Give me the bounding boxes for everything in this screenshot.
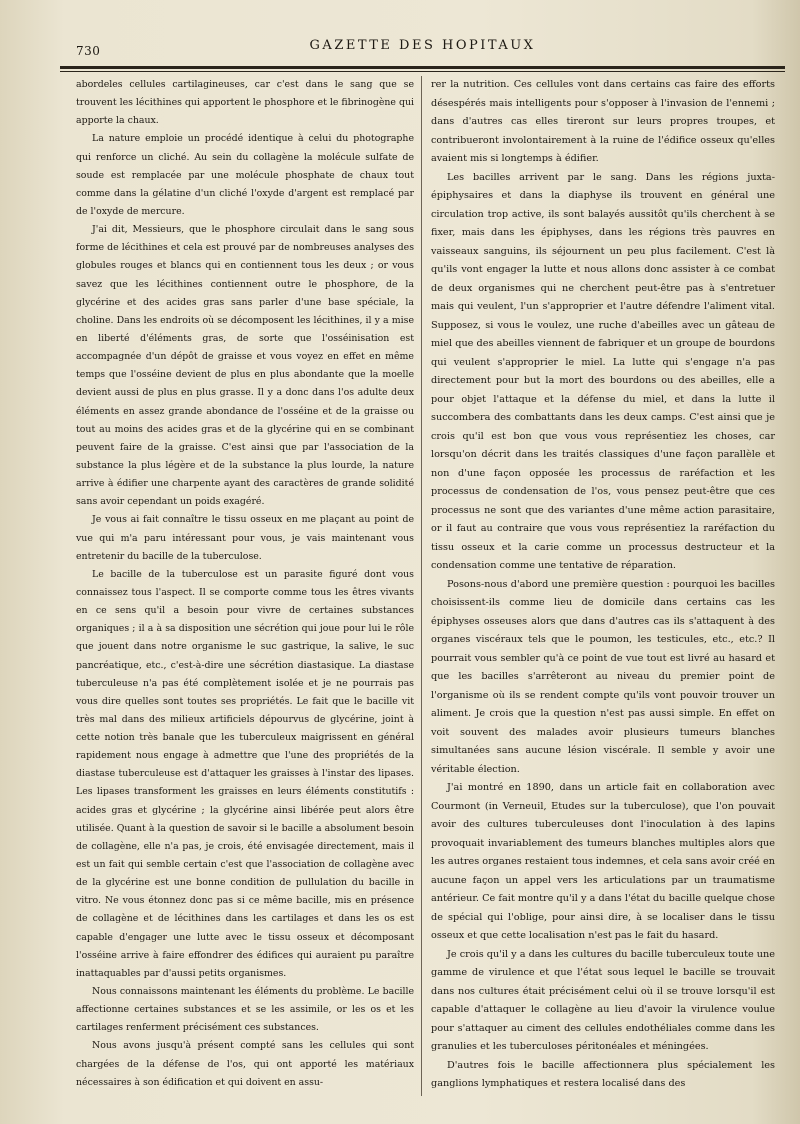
paragraph: Je crois qu'il y a dans les cultures du bacille tuberculeux toute une gamme de virulence et que l'état sous lequel le bacille se trouvait dans nos cultures était précisément celui où il se trouve lorsqu'il est capable d'attaquer le collagène au lieu d'avoir la virulence voulue pour s'attaquer au ciment des cellules endothéliales comme dans les granulies et les tuberculoses péritonéales et méningées. xyxy=(431,948,775,1052)
paragraph: Nous connaissons maintenant les éléments du problème. Le bacille affectionne certaines substances et se les assimile, or les os et les cartilages renferment précisément ces substances. xyxy=(76,986,414,1034)
paragraph: abordeles cellules cartilagineuses, car c'est dans le sang que se trouvent les lécithines qui apportent le phosphore et le fibrinogène qui apporte la chaux. xyxy=(76,79,414,127)
paragraph: Les bacilles arrivent par le sang. Dans les régions juxta-épiphysaires et dans la diaphyse ils trouvent en général une circulation trop active, ils sont balayés aussitôt qu'ils cherchent à se fixer, mais dans les épiphyses, dans les régions très pauvres en vaisseaux sanguins, ils séjournent un peu plus facilement. C'est là qu'ils vont engager la lutte et nous allons donc assister à ce combat de deux organismes qui ne cherchent peut-être pas à s'entretuer mais qui veulent, l'un s'approprier et l'autre défendre l'aliment vital. Supposez, si vous le voulez, une ruche d'abeilles avec un gâteau de miel que des abeilles viennent de fabriquer et un groupe de bourdons qui veulent s'approprier le miel. La lutte qui s'engage n'a pas directement pour but la mort des bourdons ou des abeilles, elle a pour objet l'attaque et la défense du miel, et dans la lutte il succombera des combattants dans les deux camps. C'est ainsi que je crois qu'il est bon que vous vous représentiez les choses, car lorsqu'on décrit dans les traités classiques d'une façon parallèle et non d'une façon opposée les processus de raréfaction et les processus de condensation de l'os, vous pensez peut-être que ces processus ne sont que des variantes d'une même action parasitaire, or il faut au contraire que vous vous représentiez la raréfaction du tissu osseux et la carie comme un processus destructeur et la condensation comme une tentative de réparation. xyxy=(431,171,775,571)
paragraph: rer la nutrition. Ces cellules vont dans certains cas faire des efforts désespérés mais intelligents pour s'opposer à l'invasion de l'ennemi ; dans d'autres cas elles tireront sur leurs propres troupes, et contribueront involontairement à la ruine de l'édifice osseux qu'elles avaient mis si longtemps à édifier. xyxy=(431,79,775,164)
column-divider xyxy=(421,76,422,1096)
journal-title: GAZETTE DES HOPITAUX xyxy=(309,38,536,53)
paragraph: Je vous ai fait connaître le tissu osseux en me plaçant au point de vue qui m'a paru intéressant pour vous, je vais maintenant vous entretenir du bacille de la tuberculose. xyxy=(76,514,414,562)
paragraph: Le bacille de la tuberculose est un parasite figuré dont vous connaissez tous l'aspect. Il se comporte comme tous les êtres vivants en ce sens qu'il a besoin pour vivre de certaines substances organiques ; il a à sa disposition une sécrétion qui joue pour lui le rôle que jouent dans notre organisme le suc gastrique, la salive, le suc pancréatique, etc., c'est-à-dire une sécrétion diastasique. La diastase tuberculeuse n'a pas été complètement isolée et je ne pourrais pas vous dire quelles sont toutes ses propriétés. Le fait que le bacille vit très mal dans des milieux artificiels dépourvus de glycérine, joint à cette notion très banale que les tuberculeux maigrissent en général rapidement nous engage à admettre que l'une des propriétés de la diastase tuberculeuse est d'attaquer les graisses à l'instar des lipases. Les lipases transforment les graisses en leurs éléments constitutifs : acides gras et glycérine ; la glycérine ainsi libérée peut alors être utilisée. Quant à la question de savoir si le bacille a absolument besoin de collagène, elle n'a pas, je crois, été envisagée directement, mais il est un fait qui semble certain c'est que l'association de collagène avec de la glycérine est une bonne condition de pullulation du bacille in vitro. Ne vous étonnez donc pas si ce même bacille, mis en présence de collagène et de lécithines dans les cartilages et dans les os est capable d'engager une lutte avec le tissu osseux et décomposant l'osséine arrive à faire effondrer des édifices qui auraient pu paraître inattaquables par d'aussi petits organismes. xyxy=(76,568,414,979)
paragraph: Posons-nous d'abord une première question : pourquoi les bacilles choisissent-ils comme lieu de domicile dans certains cas les épiphyses osseuses alors que dans d'autres cas ils s'attaquent à des organes viscéraux tels que le poumon, les testicules, etc., etc.? Il pourrait vous sembler qu'à ce point de vue tout est livré au hasard et que les bacilles s'arrêteront au niveau du premier point de l'organisme où ils se rendent compte qu'ils vont pouvoir trouver un aliment. Je crois que la question n'est pas aussi simple. En effet on voit souvent des malades avoir plusieurs tumeurs blanches simultanées sans aucune lésion viscérale. Il semble y avoir une véritable élection. xyxy=(431,578,775,775)
paragraph: J'ai montré en 1890, dans un article fait en collaboration avec Courmont (in Verneuil, Etudes sur la tuberculose), que l'on pouvait avoir des cultures tuberculeuses dont l'inoculation à des lapins provoquait invariablement des tumeurs blanches multiples alors que les autres organes restaient tous indemnes, et cela sans avoir créé en aucune façon un appel vers les articulations par un traumatisme antérieur. Ce fait montre qu'il y a dans l'état du bacille quelque chose de spécial qui l'oblige, pour ainsi dire, à se localiser dans le tissu osseux et que cette localisation n'est pas le fait du hasard. xyxy=(431,782,775,941)
header-rule-thick xyxy=(60,66,785,69)
page-header xyxy=(60,38,785,62)
paragraph: La nature emploie un procédé identique à celui du photographe qui renforce un cliché. Au sein du collagène la molécule sulfate de soude est remplacée par une molécule phosphate de chaux tout comme dans la gélatine d'un cliché l'oxyde d'argent est remplacé par de l'oxyde de mercure. xyxy=(76,133,414,217)
right-column xyxy=(431,76,775,1094)
paragraph: J'ai dit, Messieurs, que le phosphore circulait dans le sang sous forme de lécithines et cela est prouvé par de nombreuses analyses des globules rouges et blancs qui en contiennent tous les deux ; or vous savez que les lécithines contiennent outre le phosphore, de la glycérine et des acides gras sans parler d'une base spéciale, la choline. Dans les endroits où se décomposent les lécithines, il y a mise en liberté d'éléments gras, de sorte que l'osséinisation est accompagnée d'un dépôt de graisse et vous voyez en effet en même temps que l'osséine devient de plus en plus abondante que la moelle devient aussi de plus en plus grasse. Il y a donc dans l'os adulte deux éléments en assez grande abondance de l'osséine et de la graisse ou tout au moins des acides gras et de la glycérine qui en se combinant peuvent faire de la graisse. C'est ainsi que par l'association de la substance la plus légère et de la substance la plus lourde, la nature arrive à édifier une charpente ayant des caractères de grande solidité sans avoir cependant un poids exagéré. xyxy=(76,224,414,508)
left-column xyxy=(76,76,414,1092)
page-number: 730 xyxy=(76,44,101,58)
paragraph: D'autres fois le bacille affectionnera plus spécialement les ganglions lymphatiques et restera localisé dans des xyxy=(431,1059,775,1089)
header-rule-thin xyxy=(60,71,785,72)
paragraph: Nous avons jusqu'à présent compté sans les cellules qui sont chargées de la défense de l'os, qui ont apporté les matériaux nécessaires à son édification et qui doivent en assu- xyxy=(76,1040,414,1088)
